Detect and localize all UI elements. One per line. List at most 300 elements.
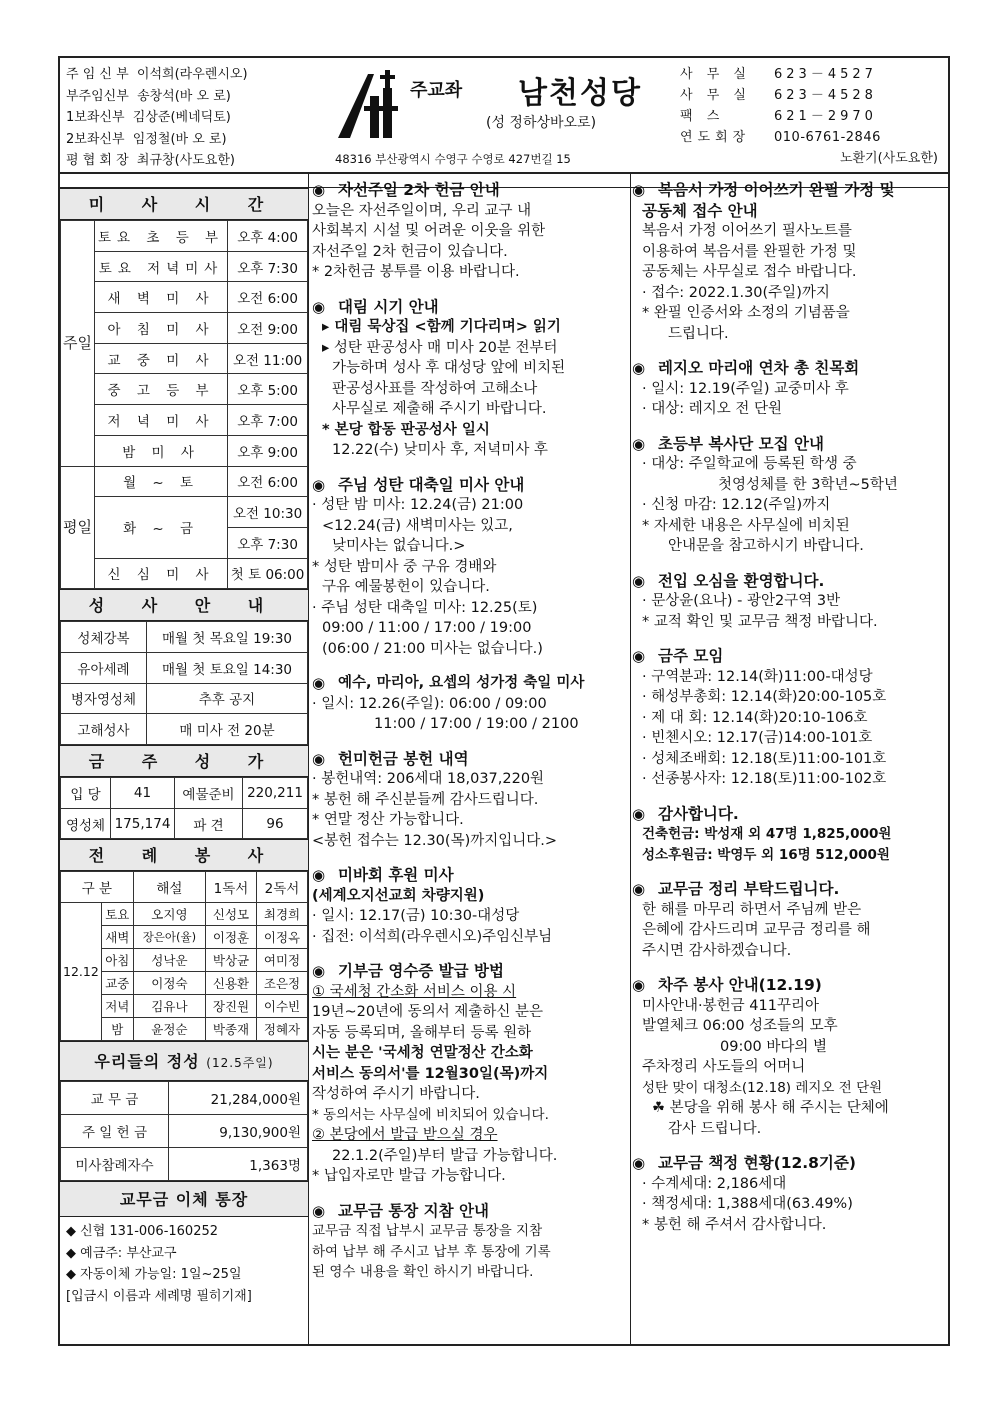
liturgy-person: 오지영 xyxy=(133,903,205,926)
notice-line: · 성체조배회: 12.18(토)11:00-101호 xyxy=(642,750,887,767)
notice-line: * 본당 합동 판공성사 일시 xyxy=(322,421,490,438)
bulletin-page xyxy=(58,56,950,1346)
transfer-line: ◆ 신협 131-006-160252 xyxy=(66,1224,219,1240)
notice-line: 성탄 맞이 대청소(12.18) 레지오 전 단원 xyxy=(642,1079,883,1096)
liturgy-slot: 교중 xyxy=(101,972,133,995)
notice-line: · 일시: 12.17(금) 10:30-대성당 xyxy=(312,908,520,924)
liturgy-person: 김유나 xyxy=(133,995,205,1018)
notice-title-text: 교무금 책정 현황(12.8기준) xyxy=(658,1154,856,1172)
clergy-name: 최규창(사도요한) xyxy=(136,153,235,168)
notice-line: 사무실로 제출해 주시기 바랍니다. xyxy=(332,401,547,417)
notice-line: 09:00 / 11:00 / 17:00 / 19:00 xyxy=(322,620,532,636)
notice-dues-settlement xyxy=(632,879,948,961)
notice-line: · 빈첸시오: 12.17(금)14:00-101호 xyxy=(642,730,873,746)
mass-time: 오후 9:00 xyxy=(228,435,308,466)
mass-name: 중 고 등 부 xyxy=(94,374,227,405)
notice-title-text: 금주 모임 xyxy=(658,647,724,665)
sacrament-value: 추후 공지 xyxy=(147,683,308,714)
contact-row xyxy=(680,85,942,106)
liturgy-slot: 아침 xyxy=(101,949,133,972)
offering-value: 9,130,900원 xyxy=(169,1115,308,1148)
contact-name: 노환기(사도요한) xyxy=(839,151,938,166)
notice-title xyxy=(312,749,628,770)
transfer-line: [입금시 이름과 세례명 필히기재] xyxy=(66,1288,252,1304)
liturgy-slot: 새벽 xyxy=(101,926,133,949)
liturgy-header: 구 분 xyxy=(61,872,134,903)
bullet-icon: ◉ xyxy=(312,962,326,980)
clergy-list xyxy=(66,64,326,172)
liturgy-person: 이정옥 xyxy=(257,926,308,949)
notice-title-text: 초등부 복사단 모집 안내 xyxy=(658,434,824,453)
bullet-icon: ◉ xyxy=(312,297,326,316)
notice-line: (06:00 / 21:00 미사는 없습니다.) xyxy=(322,640,543,657)
liturgy-heading: 전 례 봉 사 xyxy=(60,839,308,871)
table-row xyxy=(61,714,308,745)
mass-name: 토요 저녁미사 xyxy=(94,251,227,282)
offering-name: 교 무 금 xyxy=(61,1082,169,1115)
notice-dues-passbook xyxy=(312,1201,628,1283)
mass-time: 오후 5:00 xyxy=(228,374,308,405)
notice-title xyxy=(632,804,948,825)
notice-line: 자선주일 2차 헌금이 있습니다. xyxy=(312,243,508,260)
sacrament-value: 매월 첫 목요일 19:30 xyxy=(147,622,308,653)
bullet-icon: ◉ xyxy=(632,434,646,453)
notice-line: 드립니다. xyxy=(668,325,729,342)
table-row xyxy=(61,1115,308,1148)
notice-line: 가능하며 성사 후 대성당 앞에 비치된 xyxy=(332,360,566,376)
notice-line: · 대상: 주일학교에 등록된 학생 중 xyxy=(642,456,857,472)
notice-line: (세계오지선교회 차량지원) xyxy=(312,887,485,904)
notice-line: 발열체크 06:00 성조들의 모후 xyxy=(642,1018,838,1034)
offering-heading xyxy=(60,1041,308,1081)
notice-line: * 연말 정산 가능합니다. xyxy=(312,812,464,828)
notice-line: 안내문을 참고하시기 바랍니다. xyxy=(668,538,864,554)
clergy-name: 김상준(베네딕토) xyxy=(132,110,231,125)
liturgy-slot: 토요 xyxy=(101,903,133,926)
liturgy-header: 2독서 xyxy=(257,872,308,903)
offering-name: 미사참례자수 xyxy=(61,1148,169,1181)
notice-title-text: 헌미헌금 봉헌 내역 xyxy=(338,749,469,768)
address: 48316 부산광역시 수영구 수영로 427번길 15 xyxy=(335,152,571,166)
notice-title-text: 자선주일 2차 헌금 안내 xyxy=(338,181,500,199)
contact-label: 사 무 실 xyxy=(680,88,751,103)
mass-time: 오후 7:30 xyxy=(228,251,308,282)
contact-value: 623－4528 xyxy=(774,88,877,103)
notice-line: 건축헌금: 박성재 외 47명 1,825,000원 xyxy=(642,826,892,842)
notice-line: 주시면 감사하겠습니다. xyxy=(642,942,792,959)
liturgy-header: 1독서 xyxy=(206,872,257,903)
notice-title-text: 교무금 정리 부탁드립니다. xyxy=(658,880,840,898)
title-subtitle: (성 정하상바오로) xyxy=(486,115,597,131)
bullet-icon: ◉ xyxy=(312,749,326,768)
notice-line: 이용하여 복음서를 완필한 가정 및 xyxy=(642,243,857,260)
liturgy-person: 이정훈 xyxy=(206,926,257,949)
notice-line: · 해성부총회: 12.14(화)20:00-105호 xyxy=(642,689,887,705)
mass-name: 월 ~ 토 xyxy=(94,466,227,497)
notice-legio-gathering xyxy=(632,358,948,420)
clergy-row xyxy=(66,129,326,151)
notice-line: 12.22(수) 낮미사 후, 저녁미사 후 xyxy=(332,442,548,458)
mass-times-table xyxy=(60,220,308,589)
contact-label: 사 무 실 xyxy=(680,67,751,82)
notice-title xyxy=(312,961,628,982)
sacrament-name: 병자영성체 xyxy=(61,683,147,714)
notice-line: * 동의서는 사무실에 비치되어 있습니다. xyxy=(312,1106,549,1123)
hymns-heading: 금 주 성 가 xyxy=(60,745,308,777)
table-row xyxy=(61,872,308,903)
offering-title: 우리들의 정성 xyxy=(94,1052,200,1072)
notice-line: * 자세한 내용은 사무실에 비치된 xyxy=(642,517,850,534)
notice-line: 공동체는 사무실로 접수 바랍니다. xyxy=(642,264,857,280)
notice-line: 주차정리 사도들의 어머니 xyxy=(642,1059,806,1075)
notice-line: · 신청 마감: 12.12(주일)까지 xyxy=(642,497,831,513)
notice-title-text: 대림 시기 안내 xyxy=(338,297,439,316)
liturgy-person: 정혜자 xyxy=(257,1018,308,1041)
notice-line: ☘ 본당을 위해 봉사 해 주시는 단체에 xyxy=(652,1100,889,1116)
notice-line: 은혜에 감사드리며 교무금 정리를 해 xyxy=(642,922,871,938)
notice-title xyxy=(312,865,628,886)
liturgy-person: 장은아(율) xyxy=(133,926,205,949)
notice-title xyxy=(312,297,628,318)
clergy-role: 1보좌신부 xyxy=(66,110,125,125)
contacts xyxy=(680,64,942,169)
liturgy-slot: 저녁 xyxy=(101,995,133,1018)
column-divider xyxy=(308,174,309,1344)
notice-line: 미사안내·봉헌금 411꾸리아 xyxy=(642,997,819,1014)
notice-mission-mass xyxy=(312,865,628,947)
mass-time: 오전 11:00 xyxy=(228,343,308,374)
notice-title-text: 복음서 가정 이어쓰기 완필 가정 및 xyxy=(658,181,895,199)
sacrament-name: 유아세례 xyxy=(61,652,147,683)
contact-value: 621－2970 xyxy=(774,109,877,124)
left-column xyxy=(60,188,308,1311)
table-row xyxy=(61,778,308,809)
notice-line: 교무금 직접 납부시 교무금 통장을 지참 xyxy=(312,1223,543,1239)
table-row xyxy=(61,221,308,252)
column-divider xyxy=(630,174,631,1344)
mass-name: 밤 미 사 xyxy=(94,435,227,466)
table-row xyxy=(61,622,308,653)
notice-line: · 봉헌내역: 206세대 18,037,220원 xyxy=(312,771,545,787)
table-row xyxy=(61,435,308,466)
notice-title xyxy=(632,434,948,455)
table-row xyxy=(61,466,308,497)
liturgy-person: 장진원 xyxy=(206,995,257,1018)
table-row xyxy=(61,903,308,926)
transfer-line: ◆ 자동이체 가능일: 1일~25일 xyxy=(66,1267,242,1283)
notice-title xyxy=(632,975,948,996)
liturgy-person: 이정숙 xyxy=(133,972,205,995)
notice-line: * 2차헌금 봉투를 이용 바랍니다. xyxy=(312,264,520,280)
mass-name: 토요 초 등 부 xyxy=(94,221,227,252)
clergy-role: 부주임신부 xyxy=(66,88,129,104)
notice-title xyxy=(632,879,948,900)
notice-line: · 성탄 밤 미사: 12.24(금) 21:00 xyxy=(312,497,524,513)
bullet-icon: ◉ xyxy=(632,804,646,823)
notice-line: * 납입자로만 발급 가능합니다. xyxy=(312,1168,506,1184)
table-row xyxy=(61,497,308,528)
contact-row xyxy=(680,106,942,127)
notice-line: · 제 대 회: 12.14(화)20:10-106호 xyxy=(642,709,868,726)
notice-line: · 집전: 이석희(라우렌시오)주임신부님 xyxy=(312,928,553,945)
mass-times-heading: 미 사 시 간 xyxy=(60,188,308,220)
notice-line: · 문상윤(요나) - 광안2구역 3반 xyxy=(642,593,841,609)
notice-altar-servers xyxy=(632,434,948,557)
mass-name: 새 벽 미 사 xyxy=(94,282,227,313)
notice-title xyxy=(312,180,628,201)
notice-line: · 주님 성탄 대축일 미사: 12.25(토) xyxy=(312,599,538,616)
mass-name: 저 녁 미 사 xyxy=(94,405,227,436)
notice-line: 09:00 바다의 별 xyxy=(720,1038,828,1055)
notice-charity-sunday xyxy=(312,180,628,283)
notice-line: ① 국세청 간소화 서비스 이용 시 xyxy=(312,983,517,1000)
liturgy-person: 신성모 xyxy=(206,903,257,926)
notice-line: 판공성사표를 작성하여 고해소나 xyxy=(332,380,538,397)
offering-value: 1,363명 xyxy=(169,1148,308,1181)
liturgy-table xyxy=(60,871,308,1041)
bullet-icon: ◉ xyxy=(632,181,646,199)
notice-line: · 일시: 12.26(주일): 06:00 / 09:00 xyxy=(312,695,547,712)
mass-time: 오전 10:30 xyxy=(228,497,308,528)
hymn-number: 220,211 xyxy=(243,778,308,809)
notice-line: · 일시: 12.19(주일) 교중미사 후 xyxy=(642,380,849,397)
sunday-label: 주일 xyxy=(61,221,95,467)
notice-next-week-service xyxy=(632,975,948,1139)
offering-date: (12.5주일) xyxy=(206,1056,274,1071)
notice-line: 복음서 가정 이어쓰기 필사노트를 xyxy=(642,223,852,239)
bullet-icon: ◉ xyxy=(312,866,326,884)
hymn-label: 예물준비 xyxy=(175,778,243,809)
mass-name: 아 침 미 사 xyxy=(94,313,227,344)
notice-title xyxy=(632,180,948,201)
table-row xyxy=(61,313,308,344)
bullet-icon: ◉ xyxy=(312,1201,326,1220)
liturgy-header: 해설 xyxy=(133,872,205,903)
transfer-line: ◆ 예금주: 부산교구 xyxy=(66,1245,177,1261)
bullet-icon: ◉ xyxy=(312,674,326,692)
notice-line: 시는 분은 '국세청 연말정산 간소화 xyxy=(312,1045,533,1061)
notice-title-text: 기부금 영수증 발급 방법 xyxy=(338,962,504,980)
weekday-label: 평일 xyxy=(61,466,95,589)
table-row xyxy=(61,1148,308,1181)
hymns-table xyxy=(60,777,308,839)
clergy-role: 평 협 회 장 xyxy=(66,153,129,168)
notice-line: · 책정세대: 1,388세대(63.49%) xyxy=(642,1196,853,1212)
notice-dues-status xyxy=(632,1153,948,1235)
offering-table xyxy=(60,1081,308,1181)
notice-title-text: 교무금 통장 지참 안내 xyxy=(338,1201,489,1220)
notice-title xyxy=(632,358,948,379)
bullet-icon: ◉ xyxy=(632,1154,646,1172)
notice-line: 성소후원금: 박영두 외 16명 512,000원 xyxy=(642,846,890,863)
notice-line: 19년~20년에 동의서 제출하신 분은 xyxy=(312,1004,543,1020)
table-row xyxy=(61,405,308,436)
mass-time: 오후 4:00 xyxy=(228,221,308,252)
notice-line: ▸ 대림 묵상집 <함께 기다리며> 읽기 xyxy=(322,319,561,335)
notice-line: ② 본당에서 발급 받으실 경우 xyxy=(312,1127,498,1143)
notice-title-text: 주님 성탄 대축일 미사 안내 xyxy=(338,475,525,494)
mass-name: 화 ~ 금 xyxy=(94,497,227,558)
notice-line: 된 영수 내용을 확인 하시기 바랍니다. xyxy=(312,1264,534,1280)
notice-line: 22.1.2(주일)부터 발급 가능합니다. xyxy=(332,1147,558,1164)
notice-advent xyxy=(312,297,628,461)
liturgy-person: 신용환 xyxy=(206,972,257,995)
notice-line: * 봉헌 해 주신분들께 감사드립니다. xyxy=(312,791,539,808)
notice-line: ▸ 성탄 판공성사 매 미사 20분 전부터 xyxy=(322,339,558,356)
notice-line: · 대상: 레지오 전 단원 xyxy=(642,401,782,417)
notice-line: * 교적 확인 및 교무금 책정 바랍니다. xyxy=(642,613,878,630)
notice-line: * 봉헌 해 주셔서 감사합니다. xyxy=(642,1216,827,1233)
notice-line: 오늘은 자선주일이며, 우리 교구 내 xyxy=(312,202,532,219)
title-big: 남천성당 xyxy=(518,76,642,111)
notice-line: 감사 드립니다. xyxy=(668,1120,762,1137)
notice-line: 자동 등록되며, 올해부터 등록 원하 xyxy=(312,1024,532,1041)
contact-row xyxy=(680,64,942,85)
hymn-number: 175,174 xyxy=(111,808,175,839)
bullet-icon: ◉ xyxy=(632,976,646,994)
mass-time: 오전 9:00 xyxy=(228,313,308,344)
notice-line: 낮미사는 없습니다.> xyxy=(332,538,466,554)
contact-value: 623－4527 xyxy=(774,67,877,82)
notice-meetings xyxy=(632,646,948,790)
clergy-role: 주 임 신 부 xyxy=(66,67,129,82)
bullet-icon: ◉ xyxy=(632,880,646,898)
liturgy-slot: 밤 xyxy=(101,1018,133,1041)
table-row xyxy=(61,683,308,714)
liturgy-date: 12.12 xyxy=(61,903,102,1041)
transfer-heading: 교무금 이체 통장 xyxy=(60,1181,308,1217)
liturgy-person: 조은정 xyxy=(257,972,308,995)
table-row xyxy=(61,282,308,313)
notice-line: · 선종봉사자: 12.18(토)11:00-102호 xyxy=(642,771,887,787)
header xyxy=(60,58,948,174)
notice-line: · 접수: 2022.1.30(주일)까지 xyxy=(642,284,830,301)
sacrament-name: 고해성사 xyxy=(61,714,147,745)
notice-christmas-mass xyxy=(312,475,628,660)
contact-row xyxy=(680,148,942,169)
mass-time: 오후 7:30 xyxy=(228,527,308,558)
liturgy-person: 윤정순 xyxy=(133,1018,205,1041)
notice-line: 서비스 동의서'를 12월30일(목)까지 xyxy=(312,1065,549,1082)
clergy-name: 이석희(라우렌시오) xyxy=(136,67,248,82)
clergy-name: 임정철(바 오 로) xyxy=(132,131,227,147)
bullet-icon: ◉ xyxy=(632,359,646,377)
notice-title-text: 감사합니다. xyxy=(658,804,739,823)
mass-time: 오전 6:00 xyxy=(228,282,308,313)
bullet-icon: ◉ xyxy=(312,475,326,494)
notice-line: · 수계세대: 2,186세대 xyxy=(642,1175,787,1192)
liturgy-person: 성낙운 xyxy=(133,949,205,972)
table-row xyxy=(61,1082,308,1115)
sacrament-value: 매월 첫 토요일 14:30 xyxy=(147,652,308,683)
notice-welcome xyxy=(632,571,948,633)
notice-line: * 완필 인증서와 소정의 기념품을 xyxy=(642,305,850,321)
offering-name: 주 일 헌 금 xyxy=(61,1115,169,1148)
hymn-label: 영성체 xyxy=(61,808,111,839)
clergy-role: 2보좌신부 xyxy=(66,131,125,147)
notice-title-text: 미바회 후원 미사 xyxy=(338,866,454,884)
clergy-row xyxy=(66,107,326,129)
sacraments-table xyxy=(60,621,308,745)
notice-title-text: 전입 오심을 환영합니다. xyxy=(658,571,825,590)
notice-line: * 성탄 밤미사 중 구유 경배와 xyxy=(312,558,497,575)
mass-time: 오전 6:00 xyxy=(228,466,308,497)
hymn-number: 41 xyxy=(111,778,175,809)
notice-title xyxy=(632,646,948,667)
clergy-row xyxy=(66,64,326,86)
sacrament-value: 매 미사 전 20분 xyxy=(147,714,308,745)
notice-gospel-copy xyxy=(632,180,948,344)
mass-name: 교 중 미 사 xyxy=(94,343,227,374)
clergy-row xyxy=(66,86,326,108)
bullet-icon: ◉ xyxy=(312,181,326,199)
contact-label: 연도회장 xyxy=(680,130,751,145)
notice-line: 구유 예물봉헌이 있습니다. xyxy=(322,579,490,595)
notice-title xyxy=(312,475,628,496)
notice-title xyxy=(312,1201,628,1222)
notice-line: · 구역분과: 12.14(화)11:00-대성당 xyxy=(642,668,873,685)
notice-offering-record xyxy=(312,749,628,852)
mass-name: 신 심 미 사 xyxy=(94,558,227,589)
right-column xyxy=(632,180,948,1249)
notice-title-text: 차주 봉사 안내(12.19) xyxy=(658,976,822,994)
notice-thanks xyxy=(632,804,948,866)
clergy-name: 송창석(바 오 로) xyxy=(137,88,231,104)
liturgy-person: 박종재 xyxy=(206,1018,257,1041)
notice-holy-family xyxy=(312,673,628,735)
notice-line: <12.24(금) 새벽미사는 있고, xyxy=(322,517,513,534)
notice-line: 한 해를 마무리 하면서 주님께 받은 xyxy=(642,901,862,918)
notice-line: 하여 납부 해 주시고 납부 후 통장에 기록 xyxy=(312,1243,551,1260)
hymn-number: 96 xyxy=(243,808,308,839)
title-small: 주교좌 xyxy=(410,80,463,101)
clergy-row xyxy=(66,150,326,172)
notice-title xyxy=(632,1153,948,1174)
notice-title xyxy=(312,673,628,694)
hymn-label: 입 당 xyxy=(61,778,111,809)
table-row xyxy=(61,251,308,282)
liturgy-person: 이수빈 xyxy=(257,995,308,1018)
church-logo-icon xyxy=(330,66,410,146)
sacrament-name: 성체강복 xyxy=(61,622,147,653)
contact-row xyxy=(680,127,942,148)
notice-line: 11:00 / 17:00 / 19:00 / 2100 xyxy=(374,716,579,732)
middle-column xyxy=(312,180,628,1297)
table-row xyxy=(61,374,308,405)
notice-line: 첫영성체를 한 3학년~5학년 xyxy=(718,476,898,493)
offering-value: 21,284,000원 xyxy=(169,1082,308,1115)
notice-title-text: 레지오 마리애 연차 총 친목회 xyxy=(658,359,860,377)
notice-title-text: 공동체 접수 안내 xyxy=(642,201,758,220)
notice-line: <봉헌 접수는 12.30(목)까지입니다.> xyxy=(312,832,558,849)
transfer-info xyxy=(60,1217,308,1311)
table-row xyxy=(61,808,308,839)
notice-donation-receipt xyxy=(312,961,628,1187)
notice-title xyxy=(632,571,948,592)
contact-label: 팩 스 xyxy=(680,109,725,124)
notice-line: 작성하여 주시기 바랍니다. xyxy=(312,1086,480,1102)
table-row xyxy=(61,558,308,589)
sacraments-heading: 성 사 안 내 xyxy=(60,589,308,621)
contact-value: 010-6761-2846 xyxy=(774,130,881,145)
liturgy-person: 최경희 xyxy=(257,903,308,926)
table-row xyxy=(61,343,308,374)
table-row xyxy=(61,652,308,683)
notice-title-text: 예수, 마리아, 요셉의 성가정 축일 미사 xyxy=(338,675,585,691)
mass-time: 첫 토 06:00 xyxy=(228,558,308,589)
mass-time: 오후 7:00 xyxy=(228,405,308,436)
liturgy-person: 박상균 xyxy=(206,949,257,972)
